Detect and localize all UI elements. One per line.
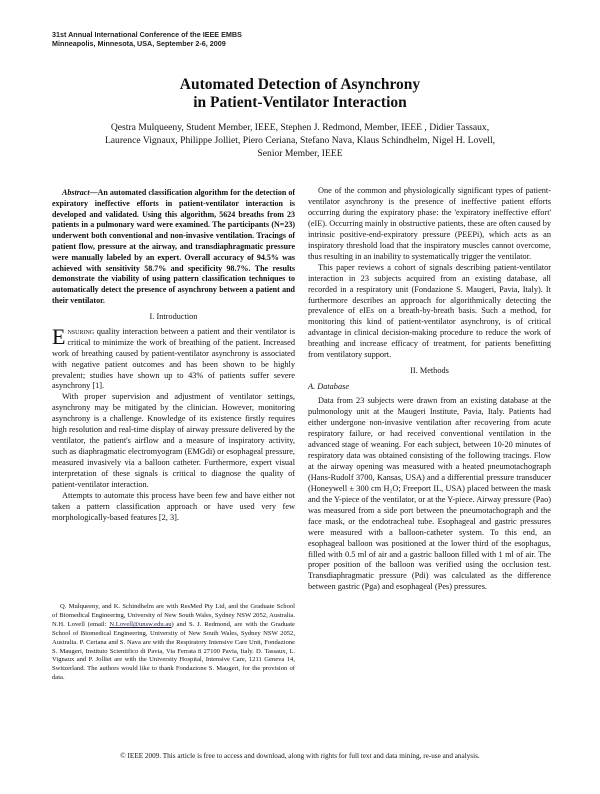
abstract-label: Abstract <box>62 188 90 197</box>
drop-cap: E <box>52 323 66 349</box>
intro-p1-text: quality interaction between a patient and their ventilator is critical to minimize the work of breathing of the patient. Increased work of breathing caused by patient-ventilator asynchrony is associated with negative patient outcomes and has been shown to be highly prevalent; studies have shown up to 43% of patients suffer severe asynchrony [1]. <box>52 326 295 391</box>
intro-paragraph-3: Attempts to automate this process have been few and have either not taken a pattern classification approach or have used very few morphologically-based features [2, 3]. <box>52 491 295 522</box>
section-heading-introduction: I. Introduction <box>149 311 198 321</box>
authors-line-3: Senior Member, IEEE <box>257 148 343 159</box>
database-paragraph: Data from 23 subjects were drawn from an existing database at the pulmonology unit at the Maugeri Institute, Pavia, Italy. Patients had either undergone non-invasive ventilation after recovering from acute respiratory failure, or had received conventional ventilation in the advanced stage of weaning. For each subject, between 10-20 minutes of respiratory data was obtained consisting of the following tracings. Flow at the airway opening was measured with a heated pneumotachograph (Hans-Rudolf 3700, Kansas, USA) and a differential pressure transducer (Honeywell ± 300 cm H₂O; Freeport IL, USA) placed between the mask and the Y-piece of the ventilator, or at the Y-piece. Airway pressure (Pao) was measured from a side port between the pneumotachograph and the face mask, or the endotracheal tube. Esophageal and gastric pressures were measured with a balloon-catheter system. To this end, an esophageal balloon was positioned at the lower third of the esophagus, filled with 0.5 ml of air and a gastric balloon filled with 1 ml of air. The proper position of the balloon was verified using the occlusion test. Transdiaphragmatic pressure (Pdi) was calculated as the difference between gastric (Pga) and esophageal (Pes) pressures. <box>308 396 551 592</box>
affiliation-footnote <box>52 603 295 683</box>
right-column <box>308 186 551 593</box>
footnote-text-2: ) and S. J. Redmond, are with the Graduate School of Biomedical Engineering, University of New South Wales, Sydney NSW 2052, Australia. P. Ceriana and S. Nava are with the Respiratory Intensive Care Unit, Fondazione S. Maugeri, Instituto Scientifico di Pavia, Via Ferrata 8 27100 Pavia, Italy. D. Tassaux, L. Vignaux and P. Jolliet are with the University Hospital, Intensive Care, 1211 Geneva 14, Switzerland. The authors would like to thank Fondazione S. Maugeri, for the provision of data. <box>52 620 295 682</box>
left-column <box>52 188 295 524</box>
footnote-text-1: Q. Mulqueeny, and K. Schindhelm are with ResMed Pty Ltd, and the Graduate School of Biomedical Engineering, University of New South Wales, Sydney NSW 2052, Australia. N.H. Lovell (email: <box>52 603 295 628</box>
abstract <box>52 188 295 307</box>
intro-paragraph-1 <box>52 323 295 393</box>
intro-lead-word: nsuring <box>67 326 95 336</box>
conference-location: Minneapolis, Minnesota, USA, September 2-6, 2009 <box>52 38 226 48</box>
right-paragraph-2: This paper reviews a cohort of signals describing patient-ventilator interaction in 23 subjects acquired from an existing database, all recorded in a respiratory unit (Fondazione S. Maugeri, Pavia, Italy). It furthermore describes an approach for algorithmically detecting the prevalence of eIEs on a breath-by-breath basis. Such a method, for monitoring this kind of patient-ventilator asynchrony, is of critical advantage in clinical decision-making procedure to reduce the work of breathing and increase efficacy of treatment, for patients benefitting from ventilatory support. <box>308 262 551 360</box>
authors-line-2: Laurence Vignaux, Philippe Jolliet, Piero Ceriana, Stefano Nava, Klaus Schindhelm, Nigel H. Lovell, <box>104 135 496 146</box>
title-line-2: in Patient-Ventilator Interaction <box>193 94 407 111</box>
subsection-heading-database: A. Database <box>308 382 350 392</box>
authors-line-1: Qestra Mulqueeny, Student Member, IEEE, Stephen J. Redmond, Member, IEEE , Didier Tassaux, <box>110 122 490 133</box>
title-line-1: Automated Detection of Asynchrony <box>179 76 421 93</box>
paper-title <box>0 76 600 112</box>
footnote-email-link[interactable]: N.Lovell@unsw.edu.au <box>109 620 172 628</box>
conference-header <box>52 31 242 48</box>
copyright-footer: © IEEE 2009. This article is free to access and download, along with rights for full text and data mining, re-use and analysis. <box>120 752 480 760</box>
abstract-text: —An automated classification algorithm for the detection of expiratory ineffective efforts in patient-ventilator interaction is developed and validated. Using this algorithm, 5624 breaths from 23 patients in a pulmonary ward were examined. The participants (N=23) underwent both conventional and non-invasive ventilation. Tracings of patient flow, pressure at the airway, and transdiaphragmatic pressure were manually labeled by an expert. Overall accuracy of 94.5% was achieved with sensitivity 58.7% and specificity 98.7%. The results demonstrate the viability of using pattern classification techniques to automatically detect the presence of asynchrony between a patient and their ventilator. <box>52 188 295 305</box>
author-list <box>60 121 540 160</box>
conference-name: 31st Annual International Conference of the IEEE EMBS <box>52 30 242 39</box>
right-paragraph-1: One of the common and physiologically significant types of patient-ventilator asynchrony is the presence of ineffective patient efforts occurring during the expiratory phase: the 'expiratory ineffective effort' (eIE). Occurring mainly in obstructive patients, these are often caused by intrinsic positive-end-expiratory pressure (PEEPi), which acts as an inspiratory threshold load that the inspiratory muscles cannot overcome, thus resulting in an inability to systematically trigger the ventilator. <box>308 186 551 261</box>
intro-paragraph-2: With proper supervision and adjustment of ventilator settings, asynchrony may be mitigated by the clinician. However, monitoring asynchrony is a challenge. Knowledge of its existence firstly requires high resolution and real-time display of airway pressure delivered by the ventilator, the patient's airflow and a measure of inspiratory activity, such as diaphragmatic electromyogram (EMGdi) or esophageal pressure, measured invasively via a balloon catheter. Furthermore, expert visual interpretation of these signals is critical to diagnose the quality of patient-ventilator interaction. <box>52 392 295 490</box>
section-heading-methods: II. Methods <box>410 366 449 376</box>
